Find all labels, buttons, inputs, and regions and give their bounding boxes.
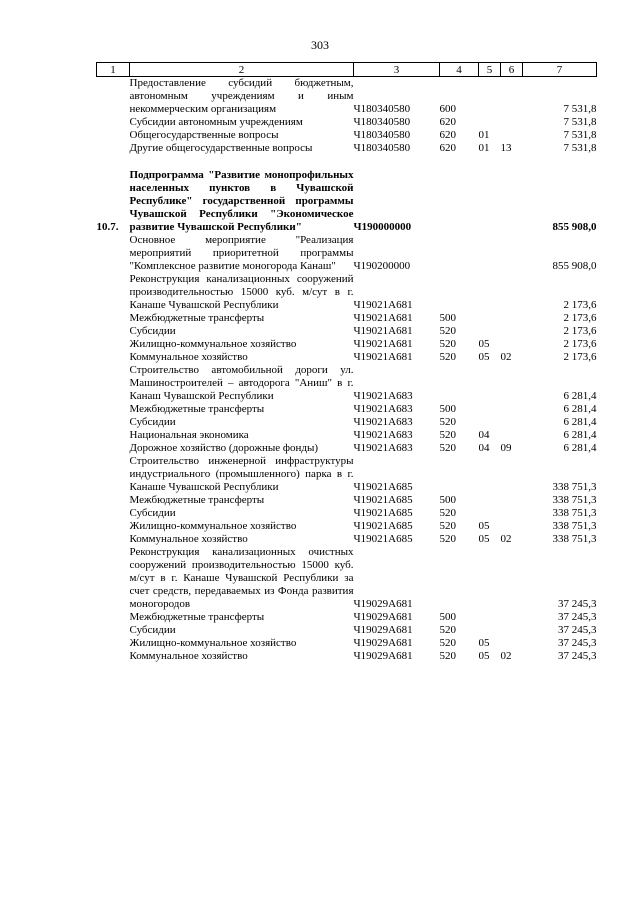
table-row (97, 494, 597, 507)
item-number (97, 116, 130, 129)
subsection-code: 02 (500, 351, 512, 363)
item-number (97, 273, 130, 312)
item-name: Строительство автомобильной дороги ул. Машиностроителей – автодорога "Аниш" в г. Канаш Чувашской Республики (129, 364, 354, 402)
subsection-code: 09 (500, 442, 512, 454)
item-name: Коммунальное хозяйство (129, 351, 248, 363)
item-name: Реконструкция канализационных сооружений производительностью 15000 куб. м/сут в г. Канаше Чувашской Республики (129, 273, 354, 311)
table-row (97, 611, 597, 624)
budget-table (96, 62, 597, 663)
item-name: Другие общегосударственные вопросы (129, 142, 313, 154)
table-row (97, 533, 597, 546)
section-code: 05 (478, 351, 490, 363)
target-article-code: Ч180340580 (353, 116, 411, 128)
subsection-code (501, 129, 523, 142)
section-code: 05 (478, 637, 490, 649)
subsection-code (501, 338, 523, 351)
expense-type-code: 600 (439, 103, 456, 115)
table-body (97, 77, 597, 664)
table-row (97, 273, 597, 312)
section-code: 05 (478, 650, 490, 662)
item-name: Субсидии автономным учреждениям (129, 116, 303, 128)
item-number (97, 611, 130, 624)
item-number (97, 455, 130, 494)
table-row (97, 338, 597, 351)
item-number (97, 520, 130, 533)
amount: 37 245,3 (558, 611, 597, 623)
subsection-code (501, 507, 523, 520)
expense-type-code: 520 (439, 520, 456, 532)
subsection-code (501, 611, 523, 624)
amount: 338 751,3 (552, 520, 597, 532)
header-cell-2: 2 (130, 63, 354, 77)
page-number: 303 (311, 38, 329, 52)
target-article-code: Ч19021А683 (353, 416, 413, 428)
section-code: 05 (478, 533, 490, 545)
item-number (97, 546, 130, 611)
expense-type-code: 520 (439, 533, 456, 545)
table-row (97, 234, 597, 273)
target-article-code: Ч190200000 (353, 260, 411, 272)
target-article-code: Ч19021А685 (353, 533, 413, 545)
item-number (97, 77, 130, 117)
expense-type-code (440, 546, 479, 611)
target-article-code: Ч19029А681 (353, 624, 413, 636)
table-row (97, 507, 597, 520)
amount: 6 281,4 (563, 390, 597, 402)
table-row (97, 455, 597, 494)
table-row (97, 325, 597, 338)
section-code: 04 (478, 429, 490, 441)
expense-type-code (440, 234, 479, 273)
item-name: Предоставление субсидий бюджетным, автономным учреждениям и иным некоммерческим организациям (129, 77, 354, 115)
item-number (97, 129, 130, 142)
expense-type-code: 620 (439, 142, 456, 154)
subsection-code (501, 429, 523, 442)
item-number (97, 624, 130, 637)
subsection-code (501, 546, 523, 611)
subsection-code (501, 273, 523, 312)
amount: 855 908,0 (552, 260, 597, 272)
target-article-code: Ч19029А681 (353, 598, 413, 610)
subsection-code (501, 77, 523, 117)
amount: 338 751,3 (552, 507, 597, 519)
spacer-cell (97, 155, 597, 169)
subsection-code: 13 (500, 142, 512, 154)
subsection-code (501, 234, 523, 273)
item-name: Межбюджетные трансферты (129, 494, 265, 506)
header-cell-7: 7 (523, 63, 597, 77)
table-row (97, 416, 597, 429)
subsection-code (501, 325, 523, 338)
table-row (97, 312, 597, 325)
item-number (97, 429, 130, 442)
section-code (479, 494, 501, 507)
header-cell-1: 1 (97, 63, 130, 77)
target-article-code: Ч19021А681 (353, 325, 413, 337)
expense-type-code: 500 (439, 494, 456, 506)
target-article-code: Ч19021А685 (353, 520, 413, 532)
item-name: Общегосударственные вопросы (129, 129, 279, 141)
table-row (97, 351, 597, 364)
amount: 7 531,8 (563, 116, 597, 128)
item-number (97, 351, 130, 364)
amount: 338 751,3 (552, 494, 597, 506)
subsection-code (501, 624, 523, 637)
expense-type-code: 500 (439, 312, 456, 324)
expense-type-code: 520 (439, 442, 456, 454)
header-row (97, 63, 597, 77)
section-code: 01 (478, 142, 490, 154)
table-row (97, 142, 597, 155)
item-number: 10.7. (96, 221, 119, 233)
expense-type-code: 520 (439, 624, 456, 636)
target-article-code: Ч19021А685 (353, 507, 413, 519)
amount: 37 245,3 (558, 598, 597, 610)
target-article-code: Ч19021А681 (353, 312, 413, 324)
spacer-row (97, 155, 597, 169)
item-name: Реконструкция канализационных очистных сооружений производительностью 15000 куб. м/сут в г. Канаше Чувашской Республики за счет средств, передаваемых из Фонда развития моногородов (129, 546, 354, 610)
section-code: 01 (478, 129, 490, 141)
target-article-code: Ч180340580 (353, 142, 411, 154)
item-name: Коммунальное хозяйство (129, 650, 248, 662)
target-article-code: Ч19021А685 (353, 481, 413, 493)
target-article-code: Ч19021А685 (353, 494, 413, 506)
item-name: Национальная экономика (129, 429, 249, 441)
subsection-code (501, 403, 523, 416)
expense-type-code: 520 (439, 416, 456, 428)
amount: 7 531,8 (563, 142, 597, 154)
subsection-code (501, 116, 523, 129)
amount: 855 908,0 (552, 221, 597, 233)
target-article-code: Ч19021А683 (353, 390, 413, 402)
item-number (97, 533, 130, 546)
item-name: Подпрограмма "Развитие монопрофильных населенных пунктов в Чувашской Республике" государственной программы Чувашской Республики "Экономическое развитие Чувашской Республики" (129, 169, 354, 233)
item-name: Жилищно-коммунальное хозяйство (129, 338, 297, 350)
target-article-code: Ч19021А681 (353, 351, 413, 363)
expense-type-code: 520 (439, 351, 456, 363)
section-code: 05 (478, 338, 490, 350)
item-number (97, 364, 130, 403)
table-row (97, 169, 597, 234)
subsection-code: 02 (500, 533, 512, 545)
table-row (97, 364, 597, 403)
item-name: Жилищно-коммунальное хозяйство (129, 520, 297, 532)
item-name: Дорожное хозяйство (дорожные фонды) (129, 442, 319, 454)
section-code (479, 325, 501, 338)
amount: 37 245,3 (558, 624, 597, 636)
subsection-code (501, 312, 523, 325)
target-article-code: Ч190000000 (353, 221, 412, 233)
subsection-code: 02 (500, 650, 512, 662)
target-article-code: Ч19021А681 (353, 338, 413, 350)
item-name: Субсидии (129, 507, 176, 519)
amount: 338 751,3 (552, 481, 597, 493)
item-name: Субсидии (129, 325, 176, 337)
table-row (97, 546, 597, 611)
header-cell-6: 6 (501, 63, 523, 77)
table-row (97, 637, 597, 650)
item-number (97, 312, 130, 325)
target-article-code: Ч19029А681 (353, 637, 413, 649)
target-article-code: Ч19021А683 (353, 429, 413, 441)
item-name: Межбюджетные трансферты (129, 611, 265, 623)
table-row (97, 129, 597, 142)
expense-type-code: 520 (439, 650, 456, 662)
table-row (97, 650, 597, 663)
table-row (97, 116, 597, 129)
subsection-code (501, 637, 523, 650)
section-code (479, 312, 501, 325)
item-number (97, 442, 130, 455)
table-row (97, 442, 597, 455)
target-article-code: Ч19029А681 (353, 611, 413, 623)
item-number (97, 325, 130, 338)
section-code (479, 546, 501, 611)
item-number (97, 234, 130, 273)
item-number (97, 142, 130, 155)
target-article-code: Ч180340580 (353, 103, 411, 115)
expense-type-code: 520 (439, 338, 456, 350)
amount: 37 245,3 (558, 650, 597, 662)
expense-type-code: 520 (439, 429, 456, 441)
item-name: Межбюджетные трансферты (129, 403, 265, 415)
amount: 6 281,4 (563, 416, 597, 428)
section-code (479, 364, 501, 403)
item-number (97, 416, 130, 429)
expense-type-code: 500 (439, 403, 456, 415)
section-code: 04 (478, 442, 490, 454)
expense-type-code: 520 (439, 325, 456, 337)
subsection-code (501, 520, 523, 533)
expense-type-code (440, 169, 479, 234)
amount: 338 751,3 (552, 533, 597, 545)
subsection-code (501, 364, 523, 403)
expense-type-code: 620 (439, 116, 456, 128)
item-name: Межбюджетные трансферты (129, 312, 265, 324)
section-code (479, 77, 501, 117)
header-cell-5: 5 (479, 63, 501, 77)
amount: 6 281,4 (563, 442, 597, 454)
amount: 2 173,6 (563, 299, 597, 311)
header-cell-4: 4 (440, 63, 479, 77)
item-number (97, 403, 130, 416)
target-article-code: Ч19021А681 (353, 299, 413, 311)
table-row (97, 77, 597, 117)
item-number (97, 507, 130, 520)
expense-type-code: 620 (439, 129, 456, 141)
item-name: Строительство инженерной инфраструктуры индустриального (промышленного) парка в г. Канаше Чувашской Республики (129, 455, 354, 493)
item-number (97, 650, 130, 663)
section-code (479, 273, 501, 312)
table-row (97, 403, 597, 416)
subsection-code (501, 169, 523, 234)
section-code (479, 624, 501, 637)
item-number (97, 637, 130, 650)
target-article-code: Ч19021А683 (353, 403, 413, 415)
section-code (479, 169, 501, 234)
amount: 2 173,6 (563, 351, 597, 363)
expense-type-code (440, 273, 479, 312)
target-article-code: Ч19021А683 (353, 442, 413, 454)
amount: 2 173,6 (563, 325, 597, 337)
expense-type-code (440, 364, 479, 403)
amount: 6 281,4 (563, 429, 597, 441)
target-article-code: Ч180340580 (353, 129, 411, 141)
subsection-code (501, 455, 523, 494)
header-cell-3: 3 (354, 63, 440, 77)
amount: 37 245,3 (558, 637, 597, 649)
section-code (479, 416, 501, 429)
amount: 7 531,8 (563, 129, 597, 141)
expense-type-code: 500 (439, 611, 456, 623)
amount: 6 281,4 (563, 403, 597, 415)
item-name: Жилищно-коммунальное хозяйство (129, 637, 297, 649)
section-code (479, 507, 501, 520)
item-name: Субсидии (129, 624, 176, 636)
subsection-code (501, 494, 523, 507)
section-code: 05 (478, 520, 490, 532)
expense-type-code (440, 455, 479, 494)
item-name: Основное мероприятие "Реализация мероприятий приоритетной программы "Комплексное развитие моногорода Канаш" (129, 234, 354, 272)
subsection-code (501, 416, 523, 429)
amount: 7 531,8 (563, 103, 597, 115)
section-code (479, 403, 501, 416)
table-row (97, 624, 597, 637)
item-number (97, 338, 130, 351)
section-code (479, 116, 501, 129)
amount: 2 173,6 (563, 312, 597, 324)
table-row (97, 429, 597, 442)
amount: 2 173,6 (563, 338, 597, 350)
target-article-code: Ч19029А681 (353, 650, 413, 662)
section-code (479, 234, 501, 273)
expense-type-code: 520 (439, 637, 456, 649)
section-code (479, 611, 501, 624)
expense-type-code: 520 (439, 507, 456, 519)
section-code (479, 455, 501, 494)
item-number (97, 494, 130, 507)
item-name: Коммунальное хозяйство (129, 533, 248, 545)
table-row (97, 520, 597, 533)
item-name: Субсидии (129, 416, 176, 428)
